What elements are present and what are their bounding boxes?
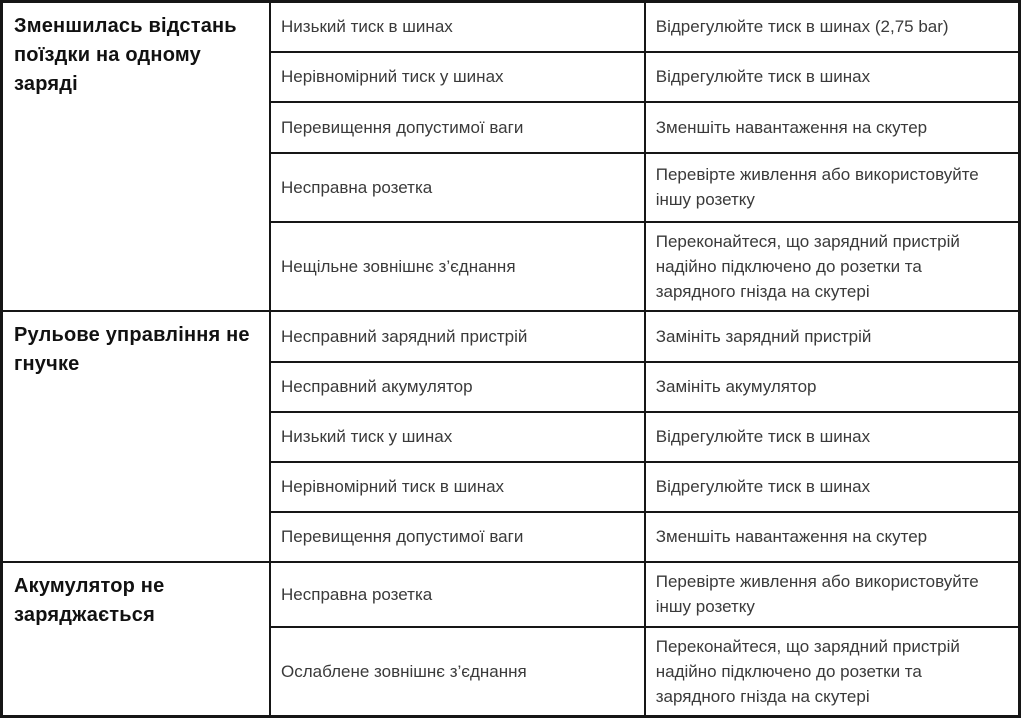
solution-cell: Відрегулюйте тиск в шинах [645, 412, 1020, 462]
solution-cell: Перевірте живлення або використовуйте іншу розетку [645, 153, 1020, 222]
cause-cell: Нещільне зовнішнє з’єднання [270, 222, 645, 311]
solution-cell: Зменшіть навантаження на скутер [645, 512, 1020, 562]
solution-cell: Перевірте живлення або використовуйте іншу розетку [645, 562, 1020, 627]
problem-cell: Акумулятор не заряджається [2, 562, 271, 717]
table-row [2, 2, 1020, 52]
cause-cell: Несправна розетка [270, 153, 645, 222]
cause-cell: Перевищення допустимої ваги [270, 102, 645, 153]
cause-cell: Ослаблене зовнішнє з’єднання [270, 627, 645, 717]
cause-cell: Нерівномірний тиск в шинах [270, 462, 645, 512]
solution-cell: Відрегулюйте тиск в шинах [645, 52, 1020, 102]
solution-cell: Відрегулюйте тиск в шинах (2,75 bar) [645, 2, 1020, 52]
solution-cell: Замініть акумулятор [645, 362, 1020, 412]
cause-cell: Низький тиск в шинах [270, 2, 645, 52]
cause-cell: Низький тиск у шинах [270, 412, 645, 462]
table-row [2, 311, 1020, 362]
solution-cell: Зменшіть навантаження на скутер [645, 102, 1020, 153]
solution-cell: Відрегулюйте тиск в шинах [645, 462, 1020, 512]
solution-cell: Замініть зарядний пристрій [645, 311, 1020, 362]
solution-cell: Переконайтеся, що зарядний пристрій надійно підключено до розетки та зарядного гнізда на скутері [645, 627, 1020, 717]
problem-cell: Рульове управління не гнучке [2, 311, 271, 562]
problem-cell: Зменшилась відстань поїздки на одному заряді [2, 2, 271, 311]
cause-cell: Перевищення допустимої ваги [270, 512, 645, 562]
table-row [2, 562, 1020, 627]
cause-cell: Нерівномірний тиск у шинах [270, 52, 645, 102]
cause-cell: Несправна розетка [270, 562, 645, 627]
solution-cell: Переконайтеся, що зарядний пристрій надійно підключено до розетки та зарядного гнізда на скутері [645, 222, 1020, 311]
cause-cell: Несправний зарядний пристрій [270, 311, 645, 362]
cause-cell: Несправний акумулятор [270, 362, 645, 412]
